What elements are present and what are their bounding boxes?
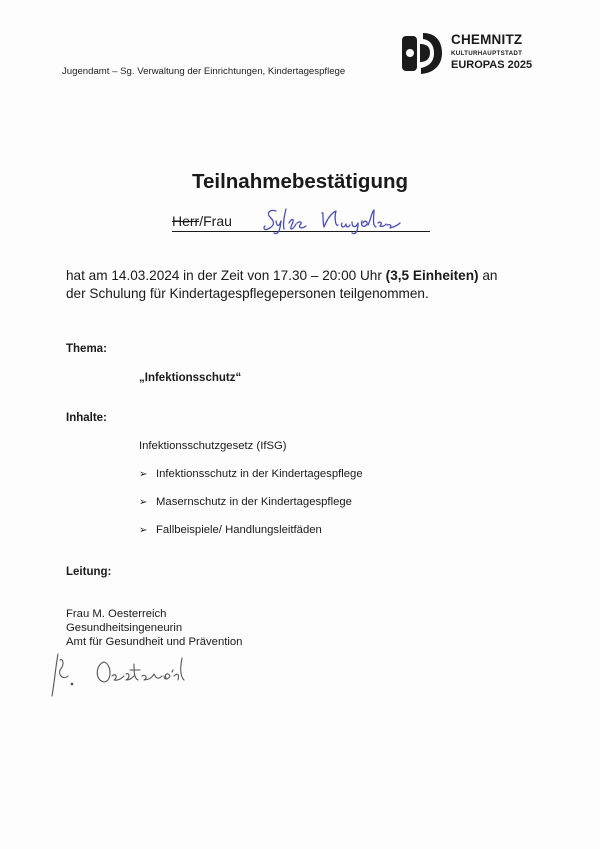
salutation [172, 213, 232, 229]
topic-value: „Infektionsschutz“ [139, 372, 242, 384]
list-item [139, 468, 363, 480]
leader-label: Leitung: [66, 566, 112, 578]
contents-label: Inhalte: [66, 412, 107, 424]
arrow-bullet-icon: ➢ [139, 525, 148, 536]
list-item [139, 496, 352, 508]
logo-subtitle: KULTURHAUPTSTADT [451, 49, 523, 57]
intro-line-1-end: an [478, 268, 498, 283]
contents-law: Infektionsschutzgesetz (IfSG) [139, 440, 287, 452]
intro-line-1 [66, 267, 566, 285]
intro-line-2: der Schulung für Kindertagespflegepersonen teilgenommen. [66, 286, 429, 301]
leader-signature-handwriting [46, 650, 206, 700]
document-title: Teilnahmebestätigung [191, 170, 409, 193]
list-item-text: Masernschutz in der Kindertagespflege [156, 496, 352, 508]
logo-city: CHEMNITZ [451, 32, 523, 47]
arrow-bullet-icon: ➢ [139, 497, 148, 508]
list-item-text: Fallbeispiele/ Handlungsleitfäden [156, 524, 322, 536]
leader-block [66, 607, 242, 650]
logo-wordmark [451, 33, 532, 71]
leader-office: Amt für Gesundheit und Prävention [66, 636, 243, 649]
chemnitz-logo-icon [401, 31, 443, 75]
leader-name: Frau M. Oesterreich [66, 608, 167, 620]
intro-line-1-start: hat am 14.03.2024 in der Zeit von 17.30 – 20:00 Uhr [66, 268, 386, 283]
topic-label: Thema: [66, 343, 107, 355]
arrow-bullet-icon: ➢ [139, 469, 148, 480]
salutation-rest: /Frau [199, 213, 232, 229]
list-item [139, 524, 322, 536]
list-item-text: Infektionsschutz in der Kindertagespflege [156, 468, 363, 480]
logo-year: EUROPAS 2025 [451, 58, 533, 71]
chemnitz-logo [401, 31, 541, 79]
intro-paragraph [66, 267, 566, 303]
leader-role: Gesundheitsingeneurin [66, 622, 183, 635]
department-line: Jugendamt – Sg. Verwaltung der Einrichtungen, Kindertagespflege [62, 66, 346, 77]
units-bold: (3,5 Einheiten) [385, 268, 479, 283]
salutation-struck: Herr [172, 213, 200, 229]
participant-name-handwriting [262, 205, 432, 235]
